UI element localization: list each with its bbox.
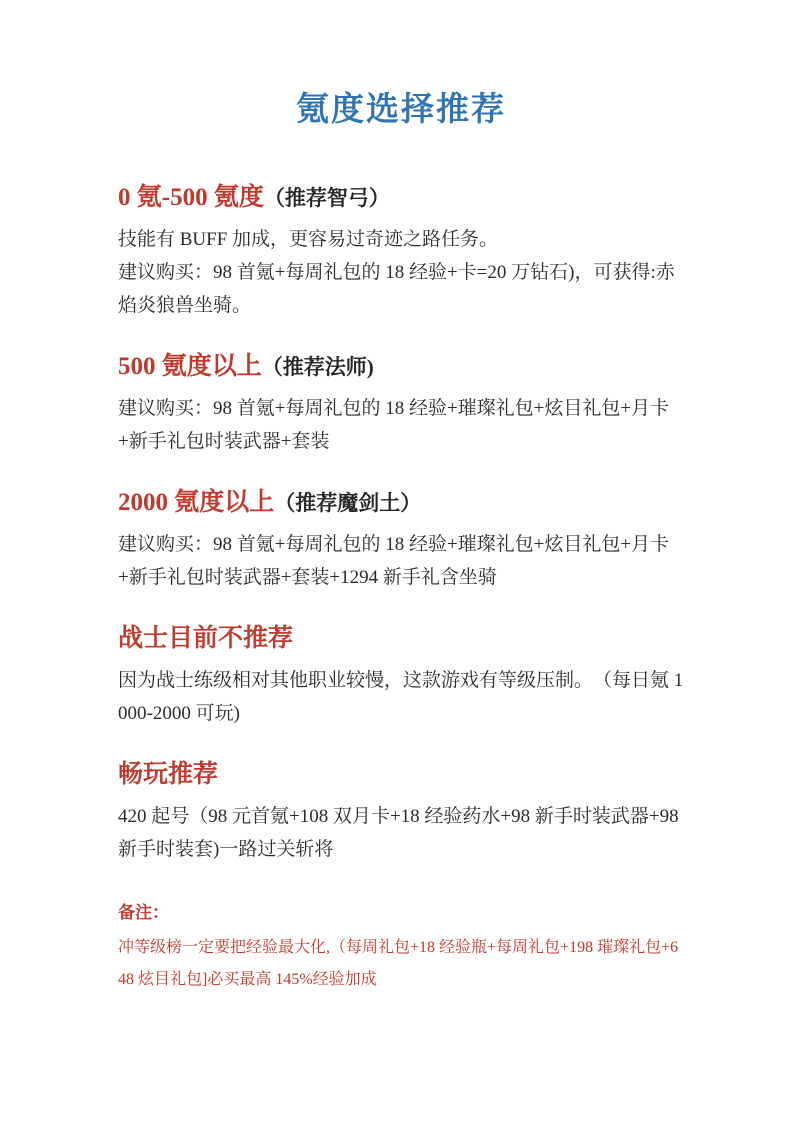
section-2000-krypton-plus [118,488,684,594]
section-heading-red-text: 500 氪度以上 [118,353,262,380]
section-paragraph: 建议购买：98 首氪+每周礼包的 18 经验+璀璨礼包+炫目礼包+月卡+新手礼包时装武器+套装 [118,398,670,452]
notes-body: 冲等级榜一定要把经验最大化,（每周礼包+18 经验瓶+每周礼包+198 璀璨礼包+648 炫目礼包]必买最高 145%经验加成 [118,939,679,988]
section-warrior-not-recommended [118,624,684,730]
section-heading-class-note: （推荐法师) [261,355,374,379]
section-500-krypton-plus [118,352,684,458]
section-paragraph: 因为战士练级相对其他职业较慢，这款游戏有等级压制。 （每日氪 1000-2000 可玩) [118,670,684,724]
section-heading [118,488,684,518]
document-title: 氪度选择推荐 [296,92,506,128]
section-heading-class-note: （推荐魔剑土） [274,491,422,515]
section-heading-red-text: 0 氪-500 氪度 [118,184,264,211]
section-paragraph: 420 起号（98 元首氪+108 双月卡+18 经验药水+98 新手时装武器+98 新手时装套)一路过关斩将 [118,806,679,860]
section-heading-class-note: （推荐智弓） [263,186,390,210]
section-heading [118,183,684,213]
section-casual-play-recommendation [118,760,684,866]
section-heading-red-text: 畅玩推荐 [118,761,219,788]
section-heading-red-text: 2000 氪度以上 [118,489,275,516]
section-heading [118,760,684,790]
section-heading-red-text: 战士目前不推荐 [118,625,294,652]
section-paragraph: 建议购买：98 首氪+每周礼包的 18 经验+璀璨礼包+炫目礼包+月卡+新手礼包时装武器+套装+1294 新手礼含坐骑 [118,534,670,588]
section-0-to-500-krypton [118,183,684,322]
section-paragraph: 建议购买：98 首氪+每周礼包的 18 经验+卡=20 万钻石)，可获得:赤焰炎狼兽坐骑。 [118,262,675,316]
notes-block [118,898,684,996]
section-paragraph: 技能有 BUFF 加成，更容易过奇迹之路任务。 [118,229,499,250]
section-heading [118,352,684,382]
section-heading [118,624,684,654]
notes-label: 备注： [118,903,169,922]
